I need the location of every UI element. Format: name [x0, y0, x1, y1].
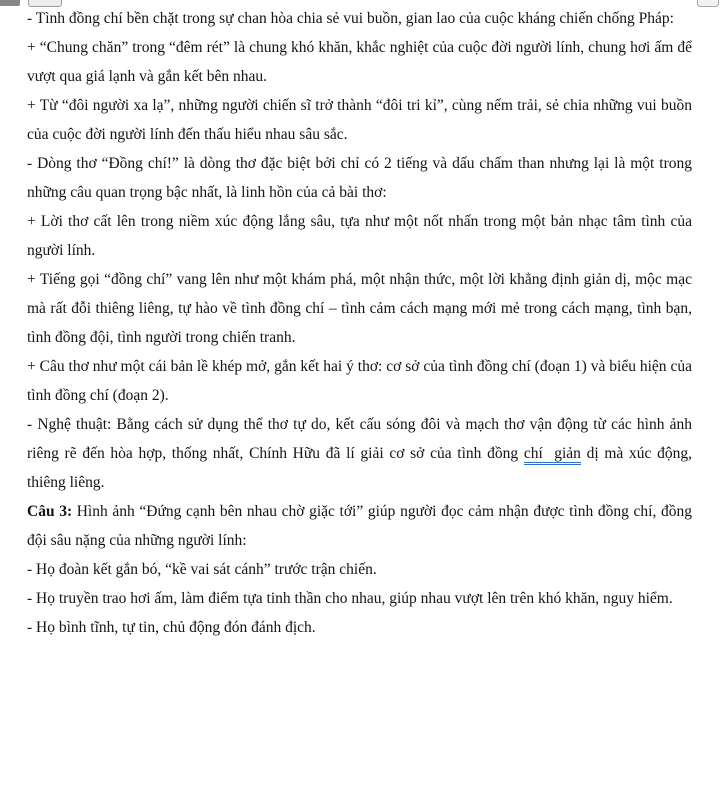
text-run: + Từ “đôi người xa lạ”, những người chiến sĩ trở thành “đôi tri kỉ”, cùng nếm trải, sẻ chia những vui buồn của cuộc đời người lính đến thấu hiểu nhau sâu sắc. [27, 97, 692, 143]
paragraph [27, 613, 692, 642]
text-run: dị mà xúc động, thiêng liêng. [27, 445, 692, 491]
toolbar-remnant-left-icon [0, 0, 20, 6]
paragraph [27, 410, 692, 497]
text-run: - Họ đoàn kết gắn bó, “kề vai sát cánh” trước trận chiến. [27, 561, 377, 578]
paragraph [27, 265, 692, 352]
text-run: + Câu thơ như một cái bản lề khép mở, gắn kết hai ý thơ: cơ sở của tình đồng chí (đoạn 1) và biểu hiện của tình đồng chí (đoạn 2). [27, 358, 692, 404]
text-run: + “Chung chăn” trong “đêm rét” là chung khó khăn, khắc nghiệt của cuộc đời người lính, chung hơi ấm để vượt qua giá lạnh và gắn kết bên nhau. [27, 39, 692, 85]
toolbar-remnant-right-icon [697, 0, 719, 7]
paragraph [27, 584, 692, 613]
text-run: - Họ truyền trao hơi ấm, làm điểm tựa tinh thần cho nhau, giúp nhau vượt lên trên khó khăn, nguy hiểm. [27, 590, 673, 607]
text-run: - Nghệ thuật: Bằng cách sử dụng thể thơ tự do, kết cấu sóng đôi và mạch thơ vận động từ các hình ảnh riêng rẽ đến hòa hợp, thống nhất, Chính Hữu đã lí giải cơ sở của tình đồng [27, 416, 692, 462]
grammar-flagged-text: chí giản [524, 445, 581, 465]
text-run: Hình ảnh “Đứng cạnh bên nhau chờ giặc tới” giúp người đọc cảm nhận được tình đồng chí, đồng đội sâu nặng của những người lính: [27, 503, 692, 549]
text-run: - Tình đồng chí bền chặt trong sự chan hòa chia sẻ vui buồn, gian lao của cuộc kháng chiến chống Pháp: [27, 10, 674, 27]
text-run: + Tiếng gọi “đồng chí” vang lên như một khám phá, một nhận thức, một lời khẳng định giản dị, mộc mạc mà rất đỗi thiêng liêng, tự hào về tình đồng chí – tình cảm cách mạng mới mẻ trong cách mạng, tình bạn, tình đồng đội, tình người trong chiến tranh. [27, 271, 692, 346]
paragraph [27, 352, 692, 410]
paragraph [27, 4, 692, 33]
paragraph [27, 497, 692, 555]
paragraph [27, 207, 692, 265]
document-page[interactable] [27, 4, 692, 642]
paragraph [27, 555, 692, 584]
paragraph [27, 149, 692, 207]
text-run: - Dòng thơ “Đồng chí!” là dòng thơ đặc biệt bởi chỉ có 2 tiếng và dấu chấm than nhưng lại là một trong những câu quan trọng bậc nhất, là linh hồn của cả bài thơ: [27, 155, 692, 201]
bold-label: Câu 3: [27, 503, 73, 520]
text-run: - Họ bình tĩnh, tự tin, chủ động đón đánh địch. [27, 619, 316, 636]
paragraph [27, 33, 692, 91]
paragraph [27, 91, 692, 149]
text-run: + Lời thơ cất lên trong niềm xúc động lắng sâu, tựa như một nốt nhấn trong một bản nhạc tâm tình của người lính. [27, 213, 692, 259]
